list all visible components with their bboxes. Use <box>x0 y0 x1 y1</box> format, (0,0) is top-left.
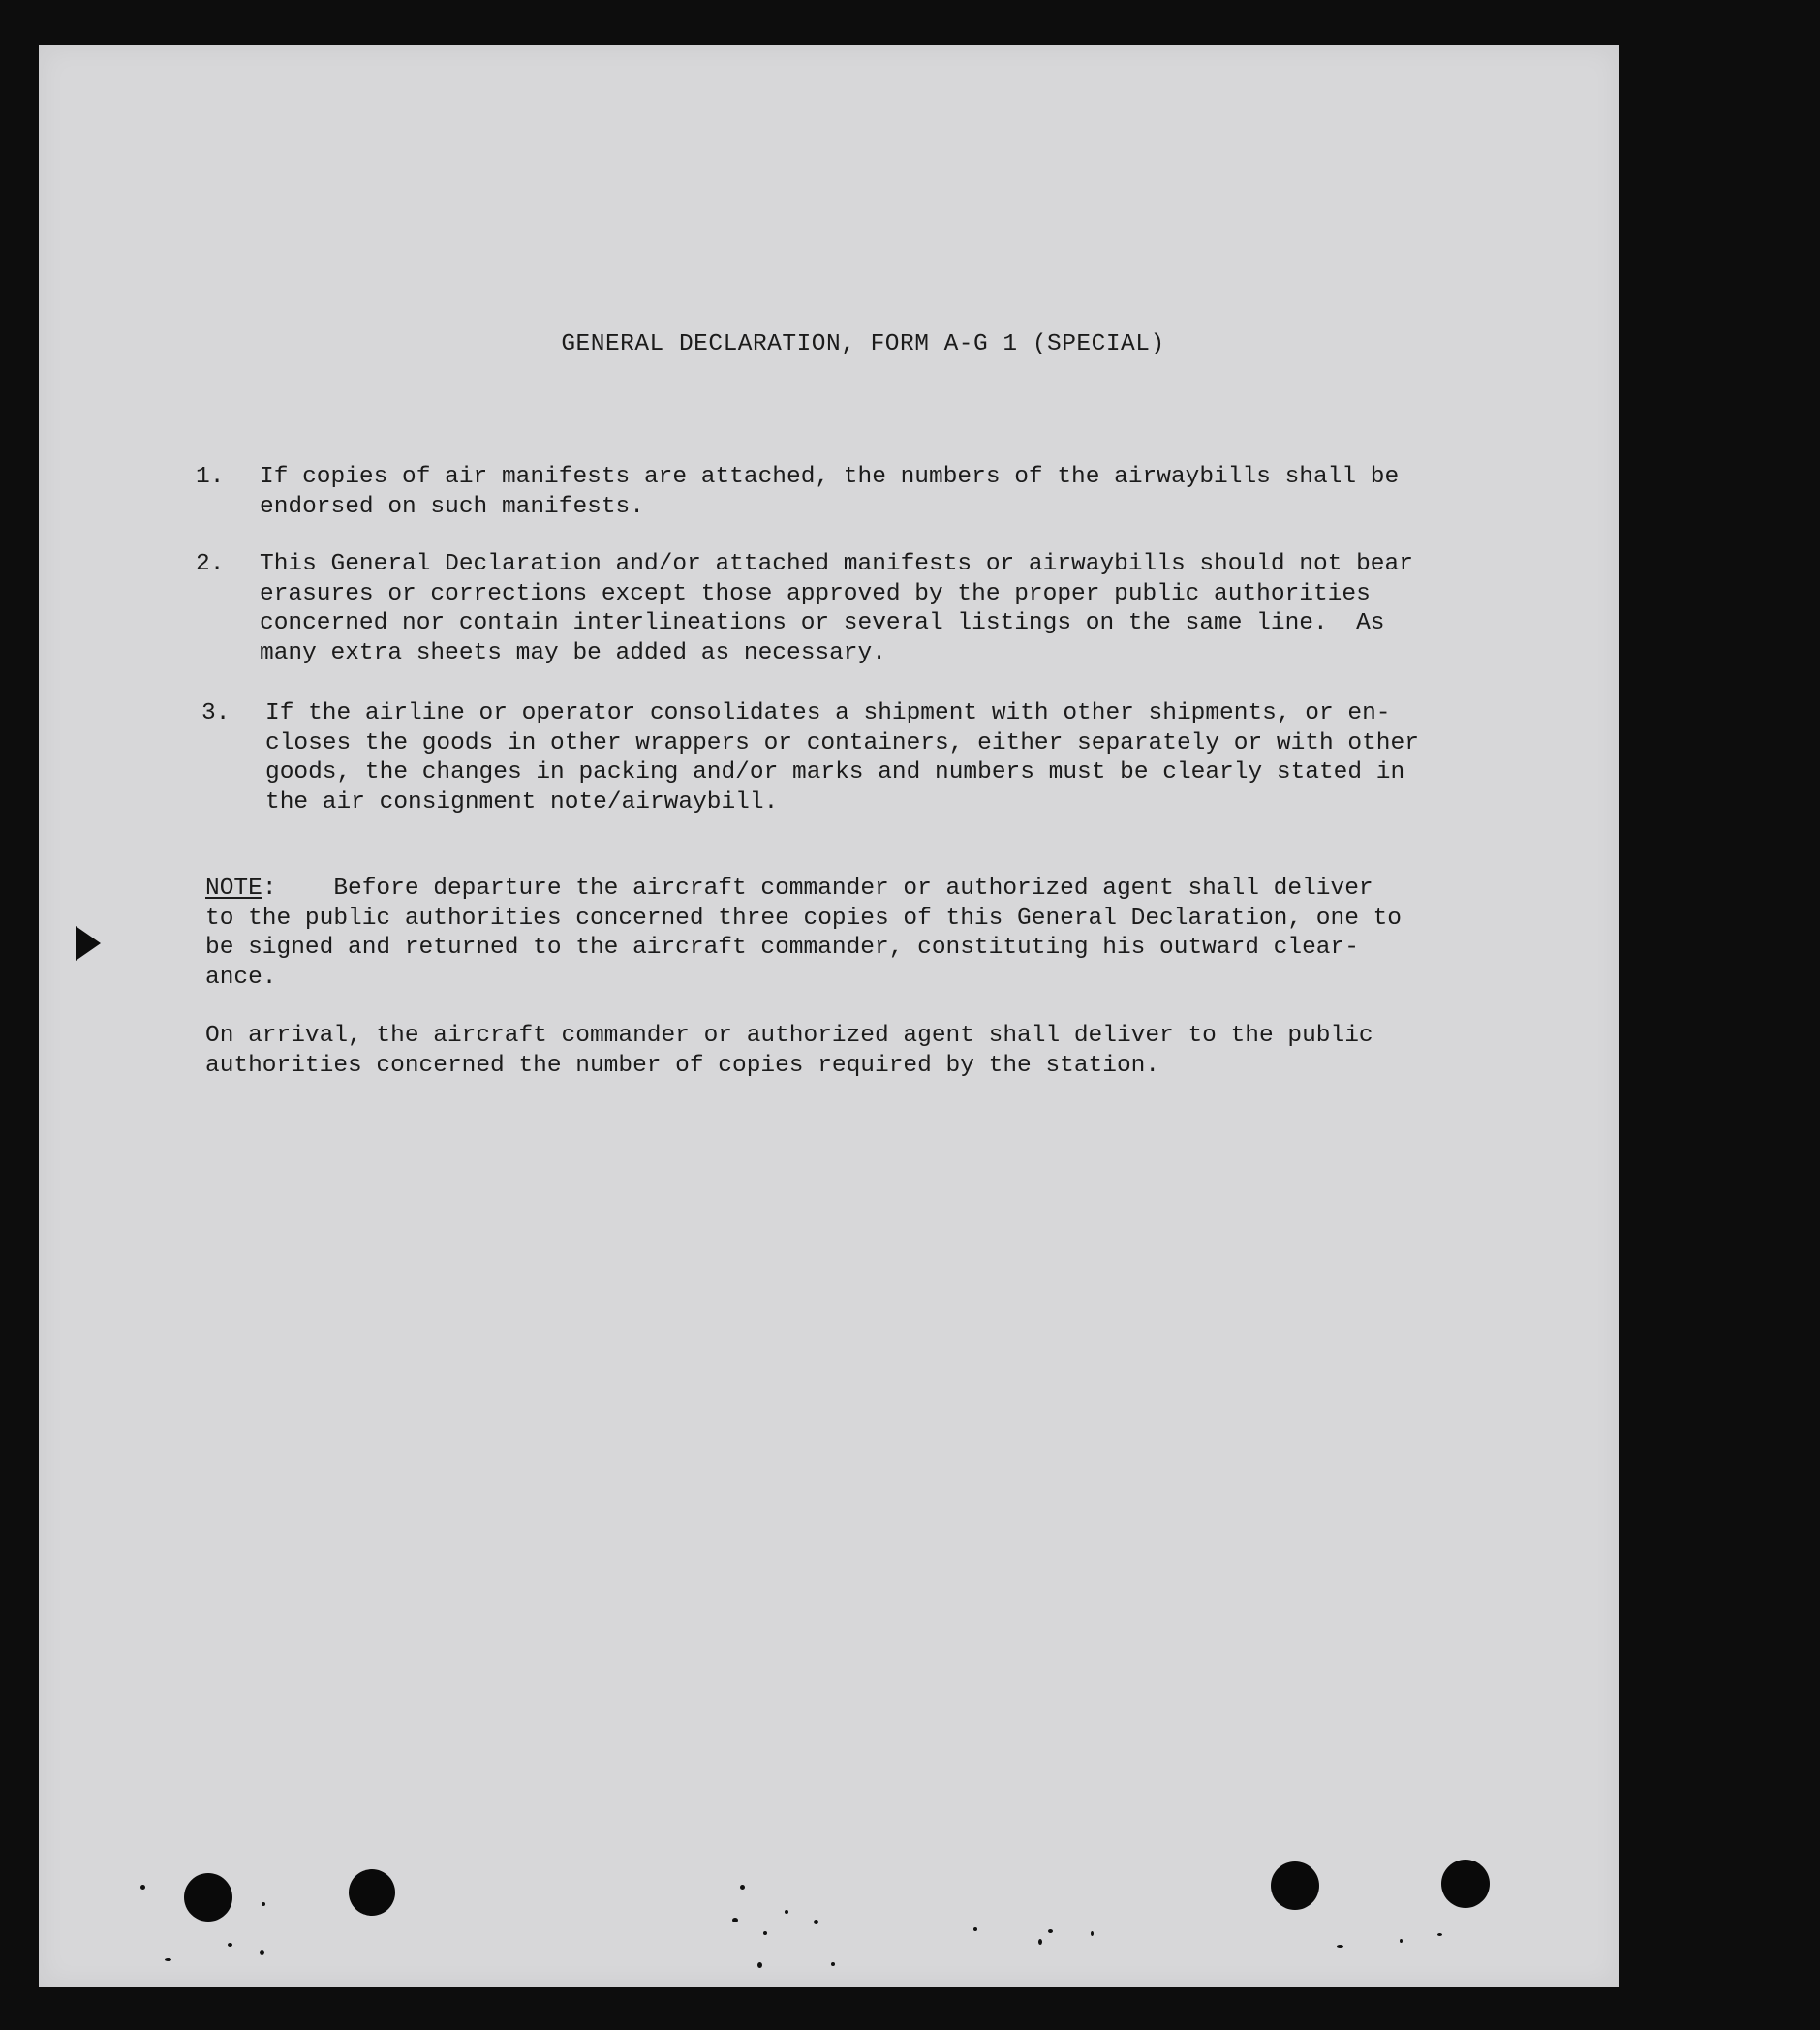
page-notch <box>76 926 101 961</box>
document-page <box>39 45 1619 1987</box>
paper-speck <box>757 1962 762 1968</box>
paper-speck <box>1400 1939 1403 1943</box>
punch-hole-right-1 <box>1271 1861 1319 1910</box>
paper-speck <box>262 1902 265 1906</box>
item-number: 2. <box>196 551 225 577</box>
paper-speck <box>973 1927 977 1931</box>
paper-speck <box>732 1918 738 1922</box>
paper-speck <box>740 1885 745 1890</box>
paper-speck <box>831 1962 835 1966</box>
note-label: NOTE <box>205 876 262 902</box>
paper-speck <box>1091 1931 1094 1936</box>
punch-hole-left-1 <box>184 1873 232 1922</box>
paper-speck <box>1038 1939 1042 1945</box>
item-number: 3. <box>201 700 231 726</box>
item-text: If copies of air manifests are attached, the numbers of the airwaybills shall be endorsed on such manifests. <box>260 464 1400 520</box>
paper-speck <box>165 1958 171 1961</box>
note-paragraph: NOTE: Before departure the aircraft commander or authorized agent shall deliver to the public authorities concerned three copies of this General Declaration, one to be signed and returned to the aircraft commander, constituting his outward clear- ance. <box>205 876 1403 991</box>
item-number: 1. <box>196 464 225 490</box>
arrival-paragraph: On arrival, the aircraft commander or authorized agent shall deliver to the public authorities concerned the number of copies required by the station. <box>205 1023 1373 1079</box>
paper-speck <box>228 1943 232 1947</box>
item-text: If the airline or operator consolidates a shipment with other shipments, or en- closes the goods in other wrappers or containers, either separately or with other goods, the changes in packing and/or marks and numbers must be clearly stated in the air consignment note/airwaybill. <box>265 700 1419 815</box>
paper-speck <box>1337 1945 1343 1948</box>
paper-speck <box>1048 1929 1053 1933</box>
paper-speck <box>763 1931 767 1935</box>
document-title: GENERAL DECLARATION, FORM A-G 1 (SPECIAL) <box>561 331 1165 357</box>
paper-speck <box>1437 1933 1442 1936</box>
paper-speck <box>785 1910 788 1914</box>
paper-speck <box>814 1920 818 1924</box>
paper-speck <box>260 1950 264 1955</box>
punch-hole-right-2 <box>1441 1860 1490 1908</box>
item-text: This General Declaration and/or attached manifests or airwaybills should not bear erasures or corrections except those approved by the proper public authorities concerned nor contain interlineations or several listings on the same line. As many extra sheets may be added as necessary. <box>260 551 1413 666</box>
paper-speck <box>140 1885 145 1890</box>
punch-hole-left-2 <box>349 1869 395 1916</box>
